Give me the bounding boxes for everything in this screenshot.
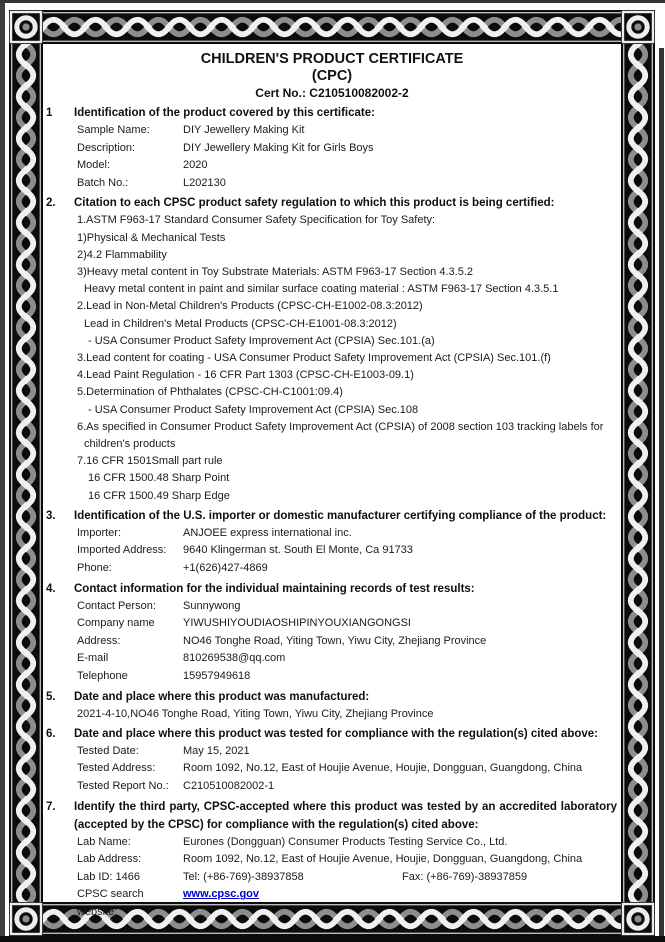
manufacture-place-line: 2021-4-10,NO46 Tonghe Road, Yiting Town, Yiwu City, Zhejiang Province: [77, 707, 434, 720]
citation-line: 5.Determination of Phthalates (CPSC-CH-C1001:09.4): [77, 386, 343, 399]
field-row: [77, 778, 617, 796]
citation-line: 16 CFR 1500.49 Sharp Edge: [88, 489, 230, 502]
border-band-left: [9, 44, 43, 902]
field-value: Room 1092, No.12, East of Houjie Avenue, Houjie, Dongguan, Guangdong, China: [183, 853, 583, 866]
section-title: Identification of the U.S. importer or domestic manufacturer certifying compliance of the product:: [74, 509, 607, 522]
field-label: E-mail: [77, 652, 109, 665]
citation-line: 3.Lead content for coating - USA Consumer Product Safety Improvement Act (CPSIA) Sec.101.(f): [77, 352, 551, 364]
braid-pattern-icon: [43, 10, 621, 44]
section-5-body: [43, 706, 621, 723]
cert-number: Cert No.: C210510082002-2: [255, 86, 409, 100]
scan-edge-left: [0, 0, 5, 942]
field-label: Phone:: [77, 562, 112, 575]
field-row: [77, 760, 617, 778]
section-1-body: [43, 122, 621, 192]
section-title: Contact information for the individual maintaining records of test results:: [74, 582, 475, 595]
lab-fax: Fax: (+86-769)-38937859: [402, 870, 528, 883]
section-7-body: [43, 834, 621, 922]
citation-line: - USA Consumer Product Safety Improvement Act (CPSIA) Sec.108: [88, 403, 419, 416]
field-label: Lab Name:: [77, 835, 131, 848]
section-number: 6.: [46, 727, 56, 740]
field-value: L202130: [183, 176, 226, 189]
section-number: 1: [46, 107, 53, 119]
ring-motif-icon: [621, 10, 655, 44]
section-2-heading: [43, 194, 621, 212]
section-7-heading: [43, 798, 621, 834]
section-3-heading: [43, 507, 621, 525]
section-6: [43, 725, 621, 796]
section-title: Date and place where this product was tested for compliance with the regulation(s) cited above:: [74, 727, 598, 740]
field-value: DIY Jewellery Making Kit for Girls Boys: [183, 141, 374, 154]
field-label: Lab Address:: [77, 853, 142, 866]
field-value: +1(626)427-4869: [183, 562, 268, 575]
field-value: Sunnywong: [183, 599, 241, 612]
citation-line: Lead in Children's Metal Products (CPSC-CH-E1001-08.3:2012): [84, 317, 397, 330]
section-title: Identify the third party, CPSC-accepted where this product was tested by an accredited laboratory (accepted by the CPSC) for compliance with the regulation(s) cited above:: [74, 800, 617, 831]
border-band-right: [621, 44, 655, 902]
section-title: Identification of the product covered by this certificate:: [74, 107, 375, 119]
title-block: [43, 51, 621, 102]
section-2: [43, 194, 621, 504]
field-label: Model:: [77, 159, 111, 172]
field-value: NO46 Tonghe Road, Yiting Town, Yiwu City, Zhejiang Province: [183, 634, 487, 647]
ring-motif-icon: [621, 902, 655, 936]
field-row: [77, 560, 617, 578]
field-label: Importer:: [77, 526, 122, 539]
field-row: [77, 175, 617, 193]
section-4: [43, 580, 621, 686]
field-value: 9640 Klingerman st. South El Monte, Ca 91733: [183, 544, 413, 557]
field-row: [77, 157, 617, 175]
citation-line: 2.Lead in Non-Metal Children's Products (CPSC-CH-E1002-08.3:2012): [77, 300, 423, 313]
section-3-body: [43, 525, 621, 578]
section-1: [43, 104, 621, 192]
citation-line: 7.16 CFR 1501Small part rule: [77, 455, 223, 468]
section-number: 2.: [46, 197, 56, 210]
field-label: Tested Date:: [77, 744, 139, 757]
page-title: CHILDREN'S PRODUCT CERTIFICATE: [200, 51, 464, 67]
field-value: Eurones (Dongguan) Consumer Products Testing Service Co., Ltd.: [183, 835, 508, 848]
field-label: Company name: [77, 617, 155, 630]
border-corner-bottom-left: [9, 902, 43, 936]
citation-line: Heavy metal content in paint and similar surface coating material : ASTM F963-17 Section 4.3.5.1: [84, 283, 559, 296]
citation-line: 3)Heavy metal content in Toy Substrate Materials: ASTM F963-17 Section 4.3.5.2: [77, 265, 473, 278]
citation-line: 6.As specified in Consumer Product Safety Improvement Act (CPSIA) of 2008 section 103 tracking labels for children's products: [77, 420, 604, 451]
section-number: 5.: [46, 690, 56, 703]
citation-line: 4.Lead Paint Regulation - 16 CFR Part 1303 (CPSC-CH-E1003-09.1): [77, 369, 414, 382]
section-4-body: [43, 598, 621, 686]
field-label: Telephone: [77, 669, 128, 682]
border-corner-bottom-right: [621, 902, 655, 936]
citation-line: 1.ASTM F963-17 Standard Consumer Safety Specification for Toy Safety:: [77, 214, 436, 227]
ring-motif-icon: [9, 902, 43, 936]
braid-pattern-icon: [621, 44, 655, 902]
section-2-body: [43, 212, 621, 504]
field-row: [77, 615, 617, 633]
section-5: [43, 688, 621, 723]
scan-edge-right: [659, 48, 664, 936]
field-label: Description:: [77, 141, 136, 154]
website-label: CPSC search website:: [77, 888, 144, 918]
section-6-body: [43, 743, 621, 796]
field-value: 810269538@qq.com: [183, 652, 286, 665]
field-row: [77, 834, 617, 852]
section-4-heading: [43, 580, 621, 598]
scan-edge-bottom: [0, 936, 665, 942]
field-label: Contact Person:: [77, 599, 156, 612]
page-subtitle: (CPC): [311, 68, 353, 84]
certificate-content: [43, 44, 621, 918]
field-value: 2020: [183, 159, 208, 172]
section-3: [43, 507, 621, 578]
field-label: Tested Address:: [77, 762, 156, 775]
field-row: [77, 633, 617, 651]
field-value: ANJOEE express international inc.: [183, 526, 352, 539]
section-number: 3.: [46, 509, 56, 522]
lab-tel: Tel: (+86-769)-38937858: [183, 870, 304, 883]
citation-line: 16 CFR 1500.48 Sharp Point: [88, 472, 230, 485]
scan-edge-top: [0, 0, 665, 3]
field-value: C210510082002-1: [183, 779, 275, 792]
cpsc-website-link[interactable]: www.cpsc.gov: [183, 888, 260, 901]
field-row: [77, 743, 617, 761]
section-number: 7.: [46, 800, 56, 813]
lab-contact-row: [77, 869, 617, 887]
field-label: Tested Report No.:: [77, 779, 169, 792]
section-6-heading: [43, 725, 621, 743]
field-label: Batch No.:: [77, 176, 129, 189]
field-row: [77, 650, 617, 668]
border-corner-top-right: [621, 10, 655, 44]
field-row: [77, 668, 617, 686]
field-value: May 15, 2021: [183, 744, 250, 757]
field-row: [77, 140, 617, 158]
field-value: Room 1092, No.12, East of Houjie Avenue, Houjie, Dongguan, Guangdong, China: [183, 762, 583, 775]
section-title: Date and place where this product was manufactured:: [74, 690, 370, 703]
section-5-heading: [43, 688, 621, 706]
field-value: 15957949618: [183, 669, 251, 682]
citation-line: 2)4.2 Flammability: [77, 248, 167, 261]
field-value: YIWUSHIYOUDIAOSHIPINYOUXIANGONGSI: [183, 617, 411, 630]
field-row: [77, 598, 617, 616]
lab-id: Lab ID: 1466: [77, 870, 140, 883]
field-label: Sample Name:: [77, 124, 150, 136]
border-band-top: [43, 10, 621, 44]
field-row: [77, 851, 617, 869]
section-number: 4.: [46, 582, 56, 595]
section-7: [43, 798, 621, 922]
field-label: Imported Address:: [77, 544, 167, 557]
field-row: [77, 525, 617, 543]
field-row: [77, 542, 617, 560]
braid-pattern-icon: [9, 44, 43, 902]
field-label: Address:: [77, 634, 121, 647]
section-1-heading: [43, 104, 621, 122]
website-row: [77, 886, 617, 921]
section-title: Citation to each CPSC product safety regulation to which this product is being certified:: [74, 197, 555, 210]
citation-line: 1)Physical & Mechanical Tests: [77, 231, 226, 244]
citation-line: - USA Consumer Product Safety Improvement Act (CPSIA) Sec.101.(a): [88, 334, 435, 347]
border-corner-top-left: [9, 10, 43, 44]
ring-motif-icon: [9, 10, 43, 44]
field-row: [77, 122, 617, 140]
field-value: DIY Jewellery Making Kit: [183, 124, 305, 136]
